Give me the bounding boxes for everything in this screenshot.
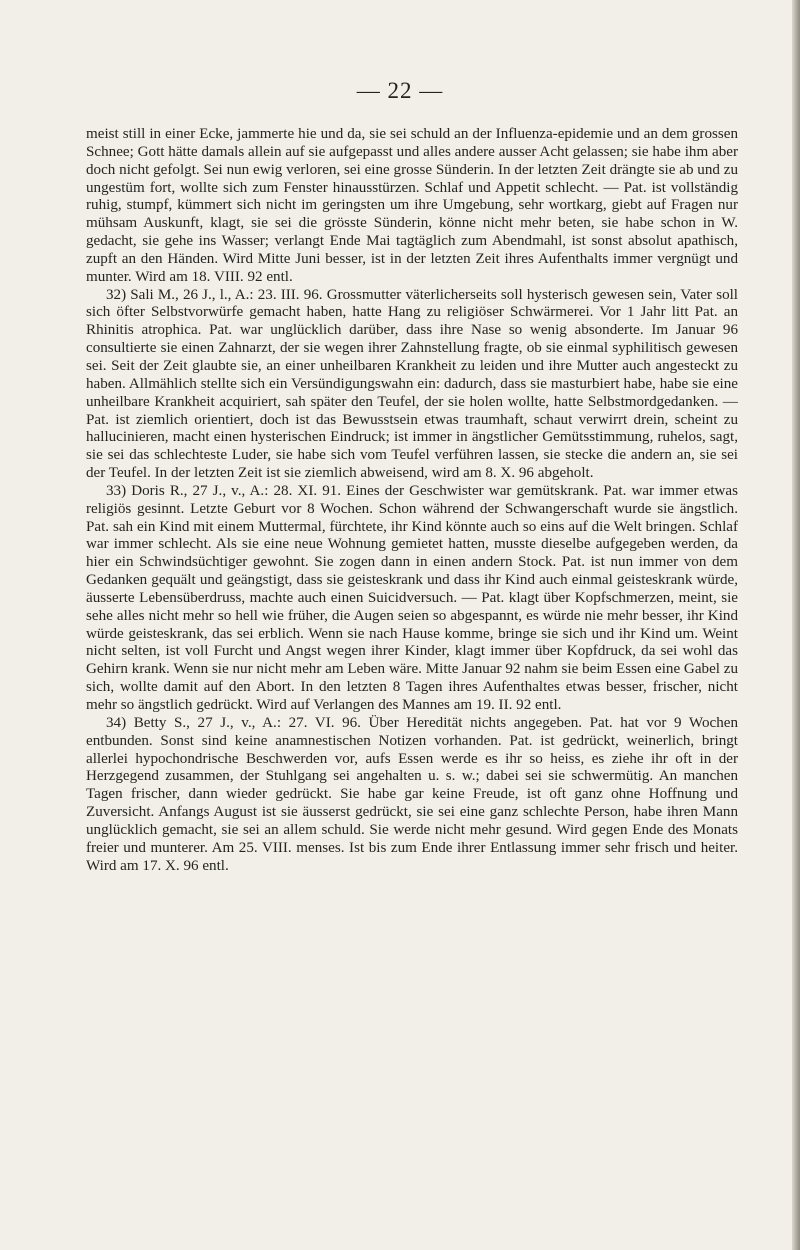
- case-34-paragraph: 34) Betty S., 27 J., v., A.: 27. VI. 96. Über Heredität nichts angegeben. Pat. hat vor 9 Wochen entbunden. Sonst sind keine anamnestischen Notizen vorhanden. Pat. ist gedrückt, weinerlich, bringt allerlei hypochondrische Beschwerden vor, aufs Essen werde es ihr so heiss, es ziehe ihr oft in der Herzgegend zusammen, der Stuhlgang sei angehalten u. s. w.; dabei sei sie schwermütig. An manchen Tagen frischer, dann wieder gedrückt. Sie habe gar keine Freude, ist oft ganz ohne Hoffnung und Zuversicht. Anfangs August ist sie äusserst gedrückt, sie sei eine ganz schlechte Person, habe ihren Mann unglücklich gemacht, sie sei an allem schuld. Sie werde nicht mehr gesund. Wird gegen Ende des Monats freier und munterer. Am 25. VIII. menses. Ist bis zum Ende ihrer Entlassung immer sehr frisch und heiter. Wird am 17. X. 96 entl.: [86, 714, 738, 874]
- case-32-paragraph: 32) Sali M., 26 J., l., A.: 23. III. 96. Grossmutter väterlicherseits soll hysterisch gewesen sein, Vater soll sich öfter Selbstvorwürfe gemacht haben, hatte Hang zu religiöser Schwärmerei. Vor 1 Jahr litt Pat. an Rhinitis atrophica. Pat. war unglücklich darüber, dass ihre Nase so wenig absonderte. Im Januar 96 consultierte sie einen Zahnarzt, der sie wegen ihrer Zahnstellung fragte, ob sie einmal syphilitisch gewesen sei. Seit der Zeit glaubte sie, an einer unheilbaren Krankheit zu leiden und ihre Mutter auch angesteckt zu haben. Allmählich stellte sich ein Versündigungswahn ein: dadurch, dass sie masturbiert habe, habe sie eine unheilbare Krankheit acquiriert, sah später den Teufel, der sie holen wollte, hatte Selbstmordgedanken. — Pat. ist ziemlich orientiert, doch ist das Bewusstsein etwas traumhaft, schaut verwirrt drein, scheint zu hallucinieren, macht einen hysterischen Eindruck; ist immer in ängstlicher Gemütsstimmung, ruhelos, sagt, sie sei das schlechteste Luder, sie habe sich vom Teufel verführen lassen, sie stecke die andern an, sie sei der Teufel. In der letzten Zeit ist sie ziemlich abweisend, wird am 8. X. 96 abgeholt.: [86, 286, 738, 482]
- body-text: [86, 126, 738, 875]
- paragraph-continuation: meist still in einer Ecke, jammerte hie und da, sie sei schuld an der Influenza-epidemie und an dem grossen Schnee; Gott hätte damals allein auf sie aufgepasst und alles andere ausser Acht gelassen; sie habe ihm aber doch nicht gefolgt. Sei nun ewig verloren, sei eine grosse Sünderin. In der letzten Zeit drängte sie ab und zu ungestüm fort, wollte sich zum Fenster hinausstürzen. Schlaf und Appetit schlecht. — Pat. ist vollständig ruhig, stumpf, kümmert sich nicht im geringsten um ihre Umgebung, sehr wortkarg, giebt auf Fragen nur mühsam Auskunft, klagt, sie sei die grösste Sünderin, könne nicht mehr beten, sie habe schon in W. gedacht, sie gehe ins Wasser; verlangt Ende Mai tagtäglich zum Abendmahl, ist sonst absolut apathisch, zupft an den Händen. Wird Mitte Juni besser, ist in der letzten Zeit ihres Aufenthalts immer vergnügt und munter. Wird am 18. VIII. 92 entl.: [86, 126, 738, 285]
- case-33-paragraph: 33) Doris R., 27 J., v., A.: 28. XI. 91. Eines der Geschwister war gemütskrank. Pat. war immer etwas religiös gesinnt. Letzte Geburt vor 8 Wochen. Schon während der Schwangerschaft wurde sie ängstlich. Pat. sah ein Kind mit einem Muttermal, fürchtete, ihr Kind könnte auch so eins auf die Welt bringen. Schlaf war immer schlecht. Als sie eine neue Wohnung gemietet hatten, musste dieselbe aufgegeben werden, da hier ein Schwindsüchtiger gewohnt. Sie zogen dann in einen andern Stock. Pat. ist nun immer von dem Gedanken gequält und geängstigt, dass sie geisteskrank und dass ihr Kind auch einmal geisteskrank würde, äusserte Lebensüberdruss, machte auch einen Suicidversuch. — Pat. klagt über Kopfschmerzen, meint, sie sehe alles nicht mehr so hell wie früher, die Augen seien so abgespannt, es würde nie mehr besser, ihr Kind würde geisteskrank, das sei erblich. Wenn sie nach Hause komme, bringe sie sich und ihr Kind um. Weint nicht selten, ist voll Furcht und Angst wegen ihrer Kinder, klagt immer über Kopfdruck, da sei wohl das Gehirn krank. Wenn sie nur nicht mehr am Leben wäre. Mitte Januar 92 nahm sie beim Essen eine Gabel zu sich, wollte damit auf den Abort. In den letzten 8 Tagen ihres Aufenthaltes etwas besser, frischer, nicht mehr so ängstlich gedrückt. Wird auf Verlangen des Mannes am 19. II. 92 entl.: [86, 482, 738, 713]
- page-number: — 22 —: [356, 78, 444, 103]
- page-edge-shadow: [792, 0, 800, 1250]
